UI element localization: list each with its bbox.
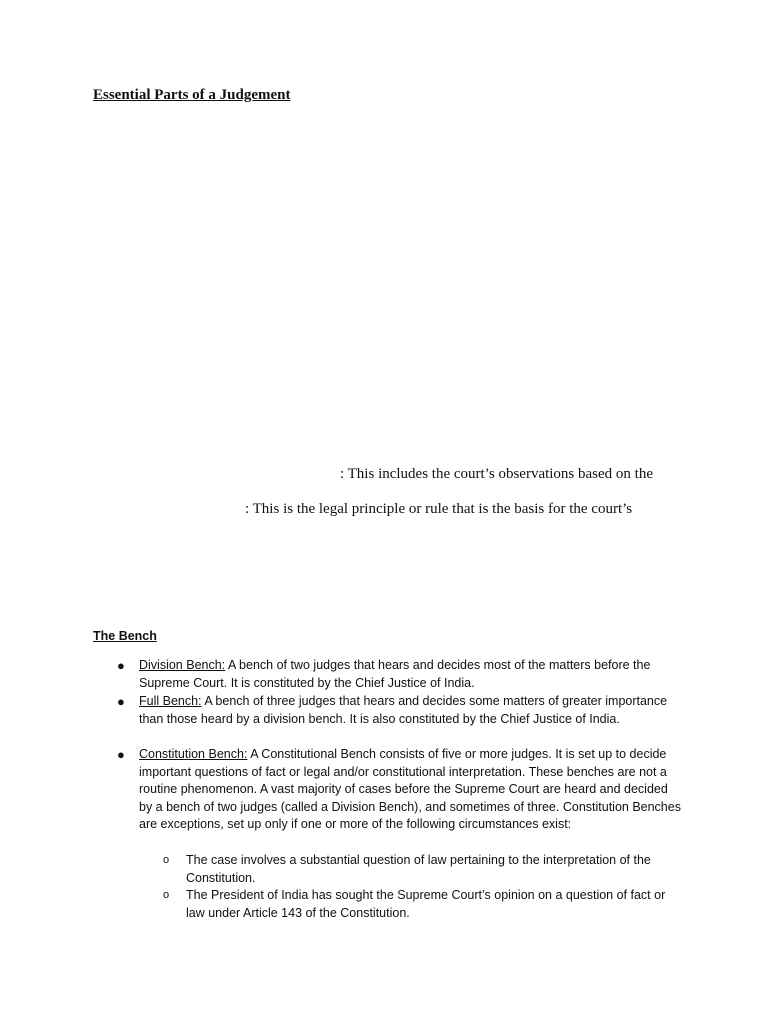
term-division-bench: Division Bench: xyxy=(139,658,226,672)
term-constitution-bench: Constitution Bench: xyxy=(139,747,248,761)
definition-division-bench: A bench of two judges that hears and decides most of the matters before the Supreme Court. It is constituted by the Chief Justice of India. xyxy=(139,658,651,690)
bench-section-heading: The Bench xyxy=(93,629,157,643)
circle-bullet-icon: o xyxy=(163,854,170,866)
sub-list-item-interpretation xyxy=(163,852,684,887)
definition-constitution-bench: A Constitutional Bench consists of five or more judges. It is set up to decide important questions of fact or legal and/or constitutional interpretation. These benches are not a routine phenomenon. A vast majority of cases before the Supreme Court are heard and decided by a bench of two judges (called a Division Bench), and sometimes of three. Constitution Benches are exceptions, set up only if one or more of the following circumstances exist: xyxy=(139,747,681,832)
term-full-bench: Full Bench: xyxy=(139,694,202,708)
definition-full-bench: A bench of three judges that hears and decides some matters of greater importance than those heard by a division bench. It is also constituted by the Chief Justice of India. xyxy=(139,694,668,726)
sub-list-item-president-reference xyxy=(163,887,684,922)
legal-principle-fragment: : This is the legal principle or rule that is the basis for the court’s xyxy=(245,501,633,517)
list-item-constitution-bench xyxy=(117,746,684,834)
list-item-division-bench xyxy=(117,657,684,692)
sub-item-text: The President of India has sought the Supreme Court’s opinion on a question of fact or law under Article 143 of the Constitution. xyxy=(186,888,666,920)
bullet-icon: ● xyxy=(117,747,125,762)
observations-fragment: : This includes the court’s observations based on the xyxy=(340,466,654,482)
list-item-full-bench xyxy=(117,693,684,728)
bullet-icon: ● xyxy=(117,658,125,673)
sub-item-text: The case involves a substantial question of law pertaining to the interpretation of the Constitution. xyxy=(186,853,651,885)
document-title: Essential Parts of a Judgement xyxy=(93,87,291,103)
bullet-icon: ● xyxy=(117,694,125,709)
circle-bullet-icon: o xyxy=(163,889,170,901)
